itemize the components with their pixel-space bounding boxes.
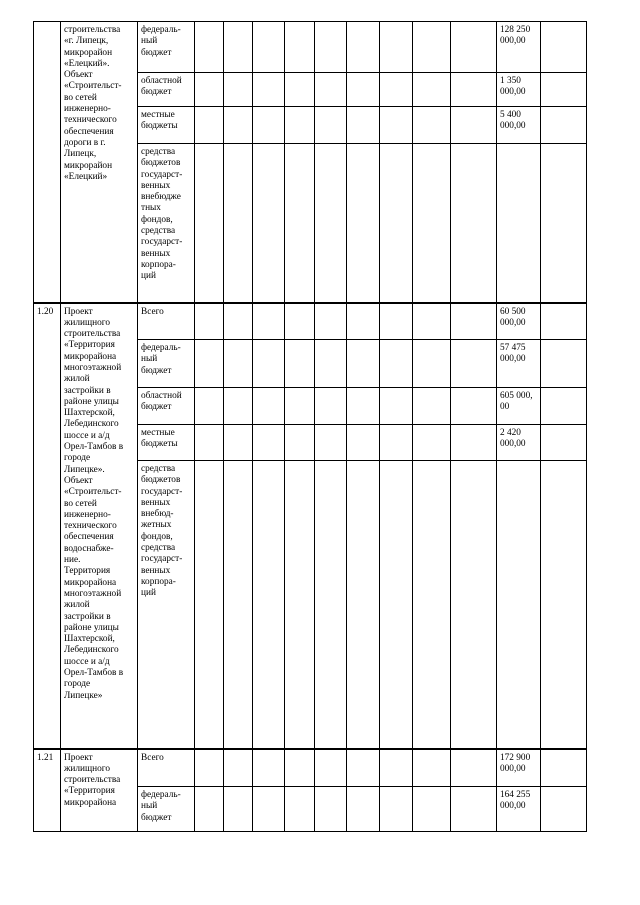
empty-cell: [285, 144, 315, 303]
empty-cell: [347, 340, 380, 388]
empty-cell: [224, 461, 253, 749]
funding-amount: 1 350 000,00: [497, 73, 541, 107]
empty-cell: [315, 303, 347, 340]
empty-cell: [224, 787, 253, 832]
budget-table: [33, 21, 623, 832]
empty-cell: [315, 388, 347, 425]
funding-amount: [497, 144, 541, 303]
funding-source: средства бюджетов государст- венных внебюдже тных фондов, средства государст- венных корпора- ций: [138, 144, 195, 303]
empty-cell: [195, 787, 224, 832]
empty-cell: [285, 461, 315, 749]
empty-cell: [195, 388, 224, 425]
empty-cell: [541, 461, 587, 749]
empty-cell: [315, 73, 347, 107]
project-name: Проект жилищного строительства «Территория микрорайона: [61, 749, 138, 832]
row-number: [34, 22, 61, 303]
empty-cell: [347, 144, 380, 303]
funding-source: местные бюджеты: [138, 107, 195, 144]
empty-cell: [380, 461, 413, 749]
empty-cell: [253, 73, 285, 107]
empty-cell: [253, 461, 285, 749]
empty-cell: [253, 22, 285, 73]
empty-cell: [380, 107, 413, 144]
empty-cell: [285, 340, 315, 388]
empty-cell: [541, 749, 587, 787]
empty-cell: [347, 388, 380, 425]
empty-cell: [451, 749, 497, 787]
empty-cell: [380, 787, 413, 832]
empty-cell: [347, 749, 380, 787]
empty-cell: [224, 303, 253, 340]
empty-cell: [253, 340, 285, 388]
empty-cell: [451, 340, 497, 388]
empty-cell: [413, 425, 451, 461]
funding-source: средства бюджетов государст- венных внебюд- жетных фондов, средства государст- венных корпора- ций: [138, 461, 195, 749]
empty-cell: [285, 107, 315, 144]
empty-cell: [347, 425, 380, 461]
empty-cell: [224, 749, 253, 787]
funding-amount: 57 475 000,00: [497, 340, 541, 388]
table-row: [34, 303, 623, 340]
empty-cell: [224, 107, 253, 144]
empty-cell: [253, 787, 285, 832]
empty-cell: [413, 749, 451, 787]
empty-cell: [285, 303, 315, 340]
empty-cell: [224, 388, 253, 425]
empty-cell: [413, 340, 451, 388]
funding-amount: [497, 461, 541, 749]
empty-cell: [253, 388, 285, 425]
empty-cell: [253, 107, 285, 144]
empty-cell: [285, 388, 315, 425]
empty-cell: [195, 425, 224, 461]
empty-cell: [253, 749, 285, 787]
empty-cell: [347, 73, 380, 107]
empty-cell: [380, 22, 413, 73]
empty-cell: [347, 787, 380, 832]
empty-cell: [195, 461, 224, 749]
empty-cell: [285, 22, 315, 73]
empty-cell: [253, 425, 285, 461]
empty-cell: [541, 107, 587, 144]
empty-cell: [347, 107, 380, 144]
empty-cell: [380, 425, 413, 461]
funding-amount: 128 250 000,00: [497, 22, 541, 73]
empty-cell: [347, 22, 380, 73]
funding-amount: 60 500 000,00: [497, 303, 541, 340]
row-number: 1.21: [34, 749, 61, 832]
empty-cell: [315, 144, 347, 303]
empty-cell: [224, 340, 253, 388]
empty-cell: [285, 787, 315, 832]
table-body: [34, 22, 623, 832]
empty-cell: [451, 425, 497, 461]
empty-cell: [541, 425, 587, 461]
empty-cell: [285, 425, 315, 461]
empty-cell: [315, 461, 347, 749]
empty-cell: [315, 749, 347, 787]
empty-cell: [285, 749, 315, 787]
funding-source: Всего: [138, 303, 195, 340]
empty-cell: [413, 73, 451, 107]
funding-amount: 172 900 000,00: [497, 749, 541, 787]
empty-cell: [285, 73, 315, 107]
empty-cell: [451, 22, 497, 73]
empty-cell: [380, 303, 413, 340]
project-name: Проект жилищного строительства «Территория микрорайона многоэтажной жилой застройки в районе улицы Шахтерской, Лебединского шоссе и а/д Орел-Тамбов в городе Липецке». Объект «Строительст- во сетей инженерно- технического обеспечения водоснабже- ние. Территория микрорайона многоэтажной жилой застройки в районе улицы Шахтерской, Лебединского шоссе и а/д Орел-Тамбов в городе Липецке»: [61, 303, 138, 749]
empty-cell: [315, 22, 347, 73]
empty-cell: [451, 787, 497, 832]
table-row: [34, 749, 623, 787]
empty-cell: [541, 340, 587, 388]
funding-amount: 164 255 000,00: [497, 787, 541, 832]
funding-source: федераль- ный бюджет: [138, 340, 195, 388]
empty-cell: [541, 22, 587, 73]
empty-cell: [380, 144, 413, 303]
table-row: [34, 22, 623, 73]
empty-cell: [451, 388, 497, 425]
empty-cell: [315, 107, 347, 144]
funding-source: Всего: [138, 749, 195, 787]
funding-source: местные бюджеты: [138, 425, 195, 461]
empty-cell: [451, 107, 497, 144]
empty-cell: [195, 22, 224, 73]
empty-cell: [541, 73, 587, 107]
empty-cell: [195, 73, 224, 107]
empty-cell: [195, 107, 224, 144]
empty-cell: [451, 144, 497, 303]
empty-cell: [451, 73, 497, 107]
empty-cell: [413, 461, 451, 749]
empty-cell: [224, 22, 253, 73]
project-name: строительства «г. Липецк, микрорайон «Елецкий». Объект «Строительст- во сетей инженерно- технического обеспечения дороги в г. Липецк, микрорайон «Елецкий»: [61, 22, 138, 303]
empty-cell: [315, 425, 347, 461]
empty-cell: [224, 425, 253, 461]
empty-cell: [224, 73, 253, 107]
empty-cell: [380, 340, 413, 388]
funding-source: областной бюджет: [138, 388, 195, 425]
empty-cell: [541, 388, 587, 425]
funding-source: областной бюджет: [138, 73, 195, 107]
empty-cell: [413, 388, 451, 425]
empty-cell: [253, 144, 285, 303]
empty-cell: [413, 787, 451, 832]
empty-cell: [541, 144, 587, 303]
empty-cell: [413, 303, 451, 340]
empty-cell: [413, 144, 451, 303]
funding-source: федераль- ный бюджет: [138, 22, 195, 73]
empty-cell: [541, 787, 587, 832]
row-number: 1.20: [34, 303, 61, 749]
empty-cell: [195, 340, 224, 388]
empty-cell: [541, 303, 587, 340]
empty-cell: [253, 303, 285, 340]
empty-cell: [451, 303, 497, 340]
empty-cell: [195, 749, 224, 787]
empty-cell: [380, 749, 413, 787]
empty-cell: [413, 22, 451, 73]
empty-cell: [451, 461, 497, 749]
funding-source: федераль- ный бюджет: [138, 787, 195, 832]
empty-cell: [347, 303, 380, 340]
empty-cell: [380, 388, 413, 425]
empty-cell: [224, 144, 253, 303]
empty-cell: [195, 144, 224, 303]
funding-amount: 2 420 000,00: [497, 425, 541, 461]
funding-amount: 605 000, 00: [497, 388, 541, 425]
empty-cell: [380, 73, 413, 107]
empty-cell: [315, 340, 347, 388]
empty-cell: [195, 303, 224, 340]
empty-cell: [413, 107, 451, 144]
funding-amount: 5 400 000,00: [497, 107, 541, 144]
empty-cell: [347, 461, 380, 749]
empty-cell: [315, 787, 347, 832]
